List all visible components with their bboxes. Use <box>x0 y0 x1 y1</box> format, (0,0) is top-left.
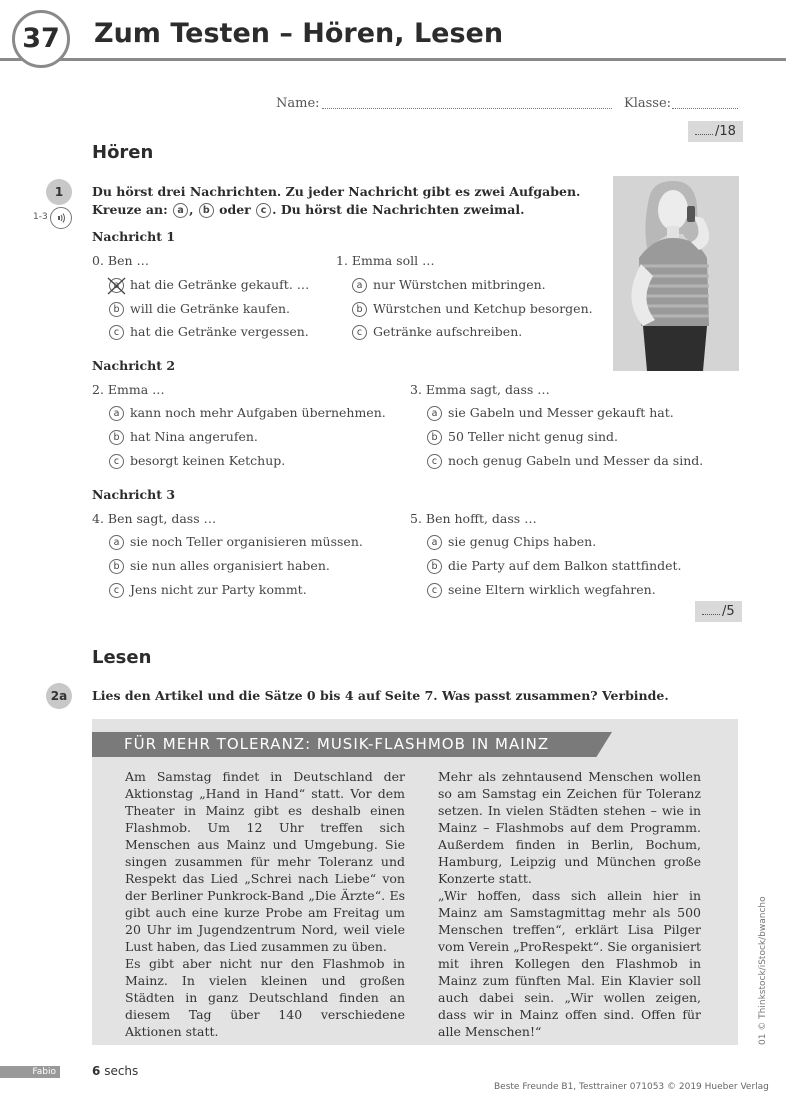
article-paragraph: Es gibt aber nicht nur den Flashmob in Mainz. In vielen kleinen und großen Städten in ganz Deutschland finden an diesem Tag über 140 verschiedene Aktionen statt. <box>125 956 405 1039</box>
answer-4b[interactable] <box>108 558 330 574</box>
instruction-line-2: Kreuze an: a , b oder c . Du hörst die Nachrichten zweimal. <box>92 202 525 217</box>
option-a-icon: a <box>109 535 124 550</box>
option-c-icon: c <box>256 203 271 218</box>
nachricht-2-heading: Nachricht 2 <box>92 358 176 373</box>
footer-copyright: Beste Freunde B1, Testtrainer 071053 © 2019 Hueber Verlag <box>494 1082 769 1092</box>
answer-text: Jens nicht zur Party kommt. <box>130 582 307 597</box>
question-4-stem: 4. Ben sagt, dass … <box>92 511 217 526</box>
option-a-icon: a <box>352 278 367 293</box>
answer-text: hat die Getränke gekauft. … <box>130 277 310 292</box>
option-c-icon: c <box>427 583 442 598</box>
nachricht-1-heading: Nachricht 1 <box>92 229 176 244</box>
option-b-icon: b <box>109 430 124 445</box>
answer-1b[interactable] <box>351 301 593 317</box>
answer-3a[interactable] <box>426 405 674 421</box>
option-c-icon: c <box>352 325 367 340</box>
question-2-stem: 2. Emma … <box>92 382 165 397</box>
answer-text: nur Würstchen mitbringen. <box>373 277 546 292</box>
answer-text: Würstchen und Ketchup besorgen. <box>373 301 593 316</box>
option-a-icon: a <box>173 203 188 218</box>
hoeren-score-text: /5 <box>722 604 735 619</box>
hoeren-score-box[interactable] <box>695 601 742 622</box>
nachricht-3-heading: Nachricht 3 <box>92 487 176 502</box>
option-a-crossed-icon: a <box>109 278 124 293</box>
unit-number-badge: 37 <box>12 10 70 68</box>
header-rule <box>0 58 786 61</box>
question-3-stem: 3. Emma sagt, dass … <box>410 382 550 397</box>
instruction-line-1: Du hörst drei Nachrichten. Zu jeder Nachricht gibt es zwei Aufgaben. <box>92 184 581 199</box>
class-field[interactable] <box>672 107 738 109</box>
answer-text: die Party auf dem Balkon stattfindet. <box>448 558 682 573</box>
question-1-stem: 1. Emma soll … <box>336 253 435 268</box>
answer-5c[interactable] <box>426 582 656 598</box>
option-a-icon: a <box>109 406 124 421</box>
footer-tab: Fabio <box>0 1066 60 1078</box>
answer-text: sie nun alles organisiert haben. <box>130 558 330 573</box>
total-score-text: /18 <box>715 124 736 139</box>
audio-icon <box>50 207 72 229</box>
task-number-1: 1 <box>46 179 72 205</box>
question-0-stem: 0. Ben … <box>92 253 150 268</box>
total-score-box[interactable] <box>688 121 743 142</box>
hoeren-heading: Hören <box>92 142 154 163</box>
answer-3b[interactable] <box>426 429 618 445</box>
answer-text: Getränke aufschreiben. <box>373 324 523 339</box>
option-c-icon: c <box>427 454 442 469</box>
option-b-icon: b <box>427 559 442 574</box>
class-label: Klasse: <box>624 96 672 111</box>
answer-0a[interactable] <box>108 277 309 293</box>
option-b-icon: b <box>427 430 442 445</box>
answer-text: hat die Getränke vergessen. <box>130 324 309 339</box>
answer-2b[interactable] <box>108 429 258 445</box>
article-column-2 <box>438 768 701 1040</box>
page-number-digit: 6 <box>92 1064 101 1078</box>
answer-text: sie noch Teller organisieren müssen. <box>130 534 363 549</box>
instruction-oder: oder <box>219 202 251 217</box>
answer-text: hat Nina angerufen. <box>130 429 258 444</box>
page-number-word: sechs <box>104 1064 139 1078</box>
page-title: Zum Testen – Hören, Lesen <box>94 18 504 49</box>
answer-4c[interactable] <box>108 582 307 598</box>
article-paragraph: Mehr als zehntausend Menschen wollen so am Samstag ein Zeichen für Toleranz setzen. In vielen Städten stehen – wie in Mainz – Flashmobs auf dem Programm. Außerdem finden in Berlin, Bochum, Hamburg, Leipzig und München große Konzerte statt. <box>438 769 701 886</box>
answer-4a[interactable] <box>108 534 363 550</box>
girl-on-phone-photo <box>613 176 739 371</box>
answer-1a[interactable] <box>351 277 546 293</box>
name-label: Name: <box>276 96 320 111</box>
article-column-1 <box>125 768 405 1040</box>
answer-text: sie Gabeln und Messer gekauft hat. <box>448 405 674 420</box>
answer-2a[interactable] <box>108 405 386 421</box>
answer-2c[interactable] <box>108 453 285 469</box>
article-paragraph: „Wir hoffen, dass sich allein hier in Mainz am Samstagmittag mehr als 500 Menschen treffen“, erklärt Lisa Pilger vom Verein „ProRespekt“. Sie organisiert mit ihren Kollegen den Flashmob in Mainz zum fünften Mal. Ein Klavier soll auch dabei sein. „Wir wollen zeigen, dass wir in Mainz offen sind. Offen für alle Menschen!“ <box>438 888 701 1039</box>
article-title: FÜR MEHR TOLERANZ: MUSIK-FLASHMOB IN MAINZ <box>124 735 550 753</box>
answer-text: kann noch mehr Aufgaben übernehmen. <box>130 405 386 420</box>
answer-text: sie genug Chips haben. <box>448 534 597 549</box>
option-b-icon: b <box>109 302 124 317</box>
option-c-icon: c <box>109 325 124 340</box>
answer-5a[interactable] <box>426 534 596 550</box>
option-c-icon: c <box>109 454 124 469</box>
answer-0b[interactable] <box>108 301 290 317</box>
hoeren-instruction <box>92 183 607 219</box>
answer-0c[interactable] <box>108 324 309 340</box>
photo-credit: 01 © Thinkstock/iStock/bwancho <box>758 896 768 1045</box>
answer-text: will die Getränke kaufen. <box>130 301 290 316</box>
option-b-icon: b <box>352 302 367 317</box>
answer-3c[interactable] <box>426 453 703 469</box>
answer-text: 50 Teller nicht genug sind. <box>448 429 618 444</box>
instruction-kreuze: Kreuze an: <box>92 202 168 217</box>
option-a-icon: a <box>427 535 442 550</box>
answer-1c[interactable] <box>351 324 522 340</box>
task-number-2a: 2a <box>46 683 72 709</box>
lesen-heading: Lesen <box>92 647 152 668</box>
audio-track-label: 1-3 <box>33 212 48 222</box>
option-b-icon: b <box>109 559 124 574</box>
option-b-icon: b <box>199 203 214 218</box>
article-paragraph: Am Samstag findet in Deutschland der Aktionstag „Hand in Hand“ statt. Vor dem Theater in Mainz gibt es deshalb einen Flashmob. Um 12 Uhr treffen sich Menschen aus Mainz und Umgebung. Sie singen zusammen für mehr Toleranz und Respekt das Lied „Schrei nach Liebe“ von der Berliner Punkrock-Band „Die Ärzte“. Es gibt auch eine kurze Probe am Freitag um 20 Uhr im Jugendzentrum Nord, weil viele Lust haben, das Lied zusammen zu üben. <box>125 769 405 954</box>
question-5-stem: 5. Ben hofft, dass … <box>410 511 537 526</box>
option-c-icon: c <box>109 583 124 598</box>
name-field[interactable] <box>322 107 612 109</box>
option-a-icon: a <box>427 406 442 421</box>
page-number <box>92 1064 138 1078</box>
answer-text: noch genug Gabeln und Messer da sind. <box>448 453 704 468</box>
lesen-instruction: Lies den Artikel und die Sätze 0 bis 4 auf Seite 7. Was passt zusammen? Verbinde. <box>92 688 669 703</box>
instruction-end: . Du hörst die Nachrichten zweimal. <box>272 202 525 217</box>
answer-text: besorgt keinen Ketchup. <box>130 453 286 468</box>
answer-text: seine Eltern wirklich wegfahren. <box>448 582 656 597</box>
answer-5b[interactable] <box>426 558 682 574</box>
